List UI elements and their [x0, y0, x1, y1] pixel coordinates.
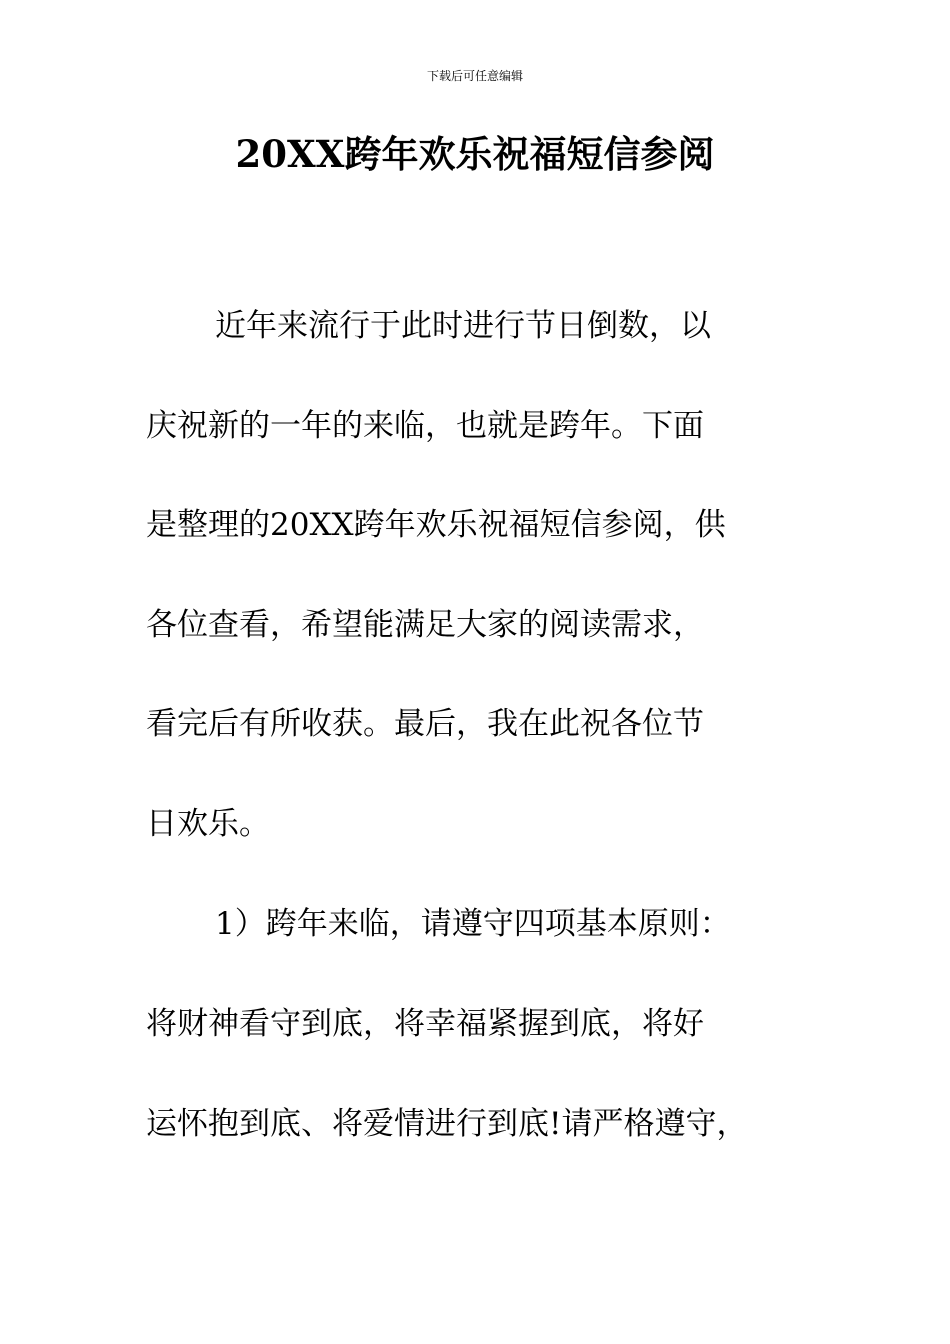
list-item-line: 运怀抱到底、将爱情进行到底!请严格遵守，: [146, 1106, 748, 1142]
paragraph-line: 近年来流行于此时进行节日倒数，以: [215, 308, 711, 344]
paragraph-line: 是整理的20XX跨年欢乐祝福短信参阅，供: [146, 507, 726, 543]
list-item-line: 将财神看守到底，将幸福紧握到底，将好: [146, 1006, 704, 1042]
list-item-line: 1）跨年来临，请遵守四项基本原则：: [215, 906, 731, 942]
document-title: 20XX跨年欢乐祝福短信参阅: [235, 132, 715, 176]
paragraph-line: 看完后有所收获。最后，我在此祝各位节: [146, 706, 704, 742]
paragraph-line: 日欢乐。: [146, 806, 270, 842]
paragraph-line: 各位查看，希望能满足大家的阅读需求，: [146, 607, 704, 643]
header-note: 下载后可任意编辑: [426, 69, 523, 83]
paragraph-line: 庆祝新的一年的来临，也就是跨年。下面: [146, 408, 704, 444]
